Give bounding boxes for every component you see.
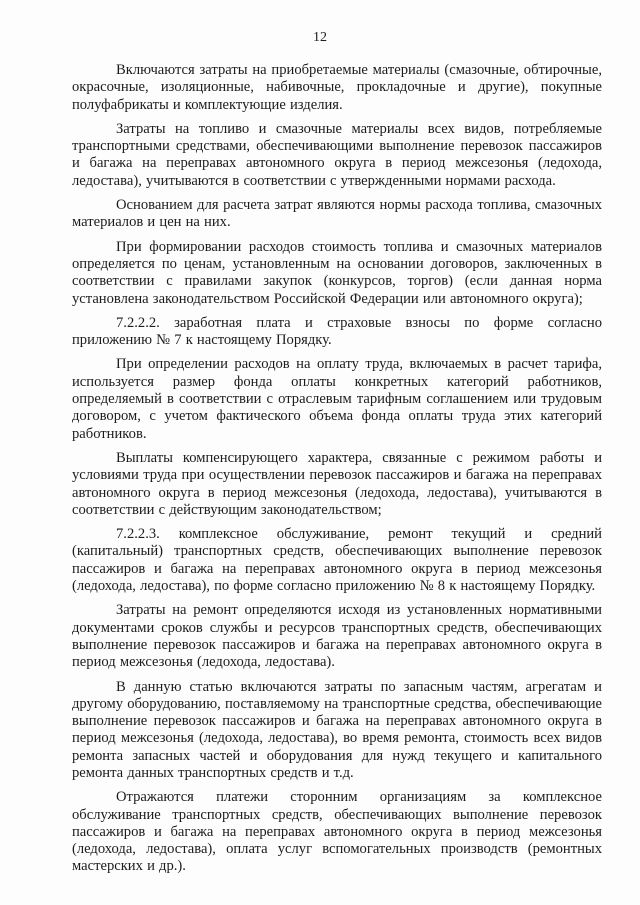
paragraph-compensation: Выплаты компенсирующего характера, связанные с режимом работы и условиями труда при осуществлении перевозок пассажиров и багажа на переправах автономного округа в период межсезонья (ледохода, ледостава), учитываются в соответствии с действующим законодательством; bbox=[72, 449, 602, 518]
document-body bbox=[72, 62, 602, 883]
paragraph-fuel-costs: Затраты на топливо и смазочные материалы всех видов, потребляемые транспортными средствами, обеспечивающими выполнение перевозок пассажиров и багажа на переправах автономного округа в период межсезонья (ледохода, ледостава), учитываются в соответствии с утвержденными нормами расхода. bbox=[72, 120, 602, 189]
paragraph-7-2-2-2: 7.2.2.2. заработная плата и страховые взносы по форме согласно приложению № 7 к настоящему Порядку. bbox=[72, 314, 602, 349]
paragraph-7-2-2-3: 7.2.2.3. комплексное обслуживание, ремонт текущий и средний (капитальный) транспортных средств, обеспечивающих выполнение перевозок пассажиров и багажа на переправах автономного округа в период межсезонья (ледохода, ледостава), по форме согласно приложению № 8 к настоящему Порядку. bbox=[72, 526, 602, 595]
paragraph-calculation-basis: Основанием для расчета затрат являются нормы расхода топлива, смазочных материалов и цен на них. bbox=[72, 197, 602, 231]
paragraph-materials: Включаются затраты на приобретаемые материалы (смазочные, обтирочные, окрасочные, изоляционные, набивочные, прокладочные и другие), покупные полуфабрикаты и комплектующие изделия. bbox=[72, 62, 602, 113]
paragraph-third-party-payments: Отражаются платежи сторонним организациям за комплексное обслуживание транспортных средств, обеспечивающих выполнение перевозок пассажиров и багажа на переправах автономного округа в период межсезонья (ледохода, ледостава), оплата услуг вспомогательных производств (ремонтных мастерских и др.). bbox=[72, 789, 602, 875]
paragraph-labor-costs: При определении расходов на оплату труда, включаемых в расчет тарифа, используется размер фонда оплаты конкретных категорий работников, определяемый в соответствии с отраслевым тарифным соглашением или трудовым договором, с учетом фактического объема фонда оплаты труда этих категорий работников. bbox=[72, 356, 602, 442]
page-number: 12 bbox=[313, 30, 327, 45]
paragraph-repair-costs: Затраты на ремонт определяются исходя из установленных нормативными документами сроков службы и ресурсов транспортных средств, обеспечивающих выполнение перевозок пассажиров и багажа на переправах автономного округа в период межсезонья (ледохода, ледостава). bbox=[72, 602, 602, 671]
paragraph-fuel-prices: При формировании расходов стоимость топлива и смазочных материалов определяется по ценам, установленным на основании договоров, заключенных в соответствии с правилами закупок (конкурсов, торгов) (если данная норма установлена законодательством Российской Федерации или автономного округа); bbox=[72, 238, 602, 307]
paragraph-spare-parts: В данную статью включаются затраты по запасным частям, агрегатам и другому оборудованию, поставляемому на транспортные средства, обеспечивающие выполнение перевозок пассажиров и багажа на переправах автономного округа в период межсезонья (ледохода, ледостава), во время ремонта, стоимость всех видов ремонта запасных частей и оборудования для нужд текущего и капитального ремонта данных транспортных средств и т.д. bbox=[72, 678, 602, 781]
